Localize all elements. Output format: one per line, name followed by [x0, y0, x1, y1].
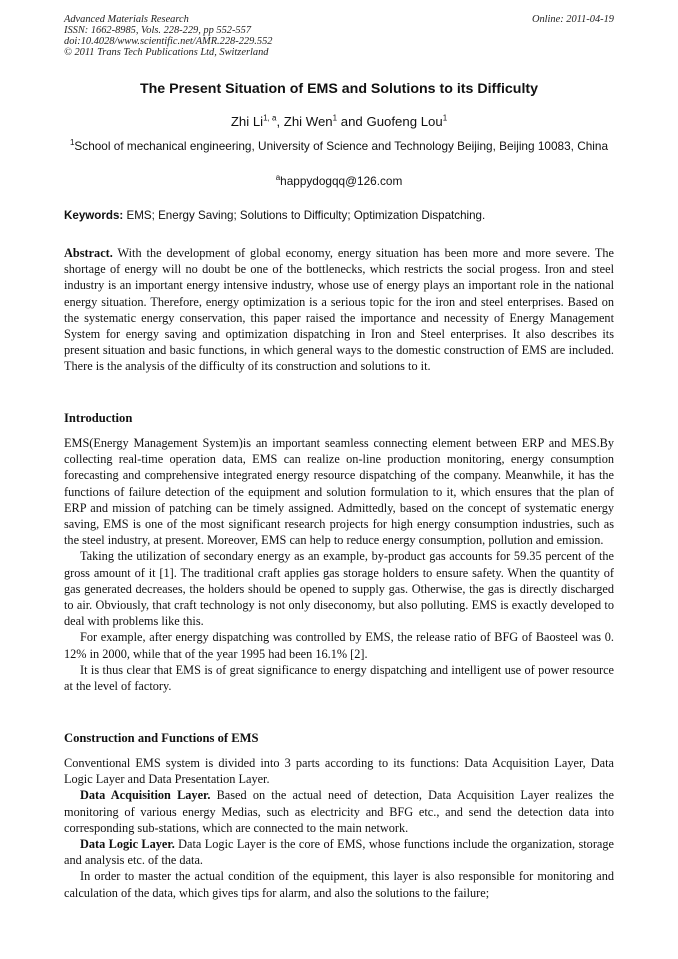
paragraph: Taking the utilization of secondary energy as an example, by-product gas accounts for 59.35 percent of the gross amount of it [1]. The traditional craft applies gas storage holders to ensure safety. When the quantity of gas generated decreases, the holders should be opened to supply gas. Otherwise, the gas is directly discharged to air. Obviously, that craft technology is not only diseconomy, but also polluting. EMS is exactly developed to deal with problems like this.: [64, 549, 614, 629]
paragraph: [64, 787, 614, 836]
introduction-heading: Introduction: [64, 411, 133, 425]
issn-line: ISSN: 1662-8985, Vols. 228-229, pp 552-557: [64, 25, 252, 36]
keywords-text: EMS; Energy Saving; Solutions to Difficulty; Optimization Dispatching.: [123, 209, 486, 222]
author-separator: ,: [276, 114, 284, 129]
paper-title: The Present Situation of EMS and Solutions to its Difficulty: [139, 81, 539, 97]
doi-line: doi:10.4028/www.scientific.net/AMR.228-229.552: [64, 36, 273, 47]
paragraph: EMS(Energy Management System)is an important seamless connecting element between ERP and MES.By collecting real-time operation data, EMS can realize on-line production monitoring, energy consumption forecasting and comprehensive integrated energy resource dispatching of the company. Meanwhile, it has the functions of failure detection of the equipment and solution formulation to it, which ensures that the plan of ERP and mission of patching can be timely assigned. Admittedly, based on the concept of systematic energy saving, EMS is one of the most significant research projects for high energy consumption industries, such as the steel industry, at present. Moreover, EMS can help to reduce energy consumption, pollution and emission.: [64, 436, 614, 548]
introduction-section: [64, 435, 614, 694]
keywords-label: Keywords:: [64, 209, 124, 222]
online-date: Online: 2011-04-19: [531, 14, 614, 25]
author-name: Zhi Wen: [283, 114, 333, 129]
paragraph: Conventional EMS system is divided into 3 parts according to its functions: Data Acquisition Layer, Data Logic Layer and Data Presentation Layer.: [64, 756, 614, 787]
paragraph-text: Data Logic Layer is the core of EMS, whose functions include the organization, storage and analysis etc. of the data.: [64, 837, 614, 868]
paragraph: For example, after energy dispatching was controlled by EMS, the release ratio of BFG of Baosteel was 0. 12% in 2000, while that of the year 1995 had been 16.1% [2].: [64, 630, 614, 661]
abstract-label: Abstract.: [64, 246, 113, 260]
affiliation-sup: 1: [69, 138, 75, 148]
contact-email: [40, 174, 638, 188]
paragraph-text: Based on the actual need of detection, Data Acquisition Layer realizes the monitoring of various energy Medias, such as electricity and BFG etc., and send the detection data into corresponding sub-stations, which are connected to the main network.: [64, 788, 614, 835]
affiliation-text: School of mechanical engineering, University of Science and Technology Beijing, Beijing 10083, China: [74, 139, 609, 153]
author-name: Guofeng Lou: [366, 114, 443, 129]
author-sup: 1: [442, 113, 448, 123]
keywords: [64, 209, 624, 222]
journal-name: Advanced Materials Research: [64, 14, 189, 25]
author-list: [40, 114, 638, 129]
author-separator: and: [337, 114, 367, 129]
run-in-heading: Data Acquisition Layer.: [80, 788, 211, 803]
paragraph: In order to master the actual condition of the equipment, this layer is also responsible for monitoring and calculation of the data, which gives tips for alarm, and also the solutions to the failure;: [64, 869, 614, 900]
author-sup: 1: [332, 113, 338, 123]
construction-heading: Construction and Functions of EMS: [64, 731, 259, 745]
affiliation: [64, 138, 614, 154]
paragraph: [64, 836, 614, 868]
construction-section: [64, 755, 614, 901]
email-sup: a: [275, 173, 281, 183]
email-text: happydogqq@126.com: [280, 174, 403, 188]
author-name: Zhi Li: [230, 114, 264, 129]
paragraph: It is thus clear that EMS is of great significance to energy dispatching and intelligent use of power resource at the level of factory.: [64, 662, 614, 694]
copyright-line: © 2011 Trans Tech Publications Ltd, Switzerland: [64, 47, 269, 58]
run-in-heading: Data Logic Layer.: [80, 837, 175, 852]
journal-header: [64, 14, 272, 58]
author-sup: 1, a: [263, 113, 277, 123]
abstract-text: With the development of global economy, energy situation has been more and more severe. The shortage of energy will no doubt be one of the bottlenecks, which restricts the social progess. Iron and steel industry is an important energy intensive industry, whose use of energy plays an important role in the national energy situation. Therefore, energy optimization is a serious topic for the iron and steel enterprises. Based on the systematic energy conservation, this paper raised the importance and necessity of Energy Management System for energy saving and optimization dispatching in Iron and Steel enterprises. It also describes its present situation and basic functions, in which general ways to the domestic construction of EMS are included. There is the analysis of the difficulty of its construction and solutions to it.: [64, 246, 614, 374]
abstract: [64, 245, 614, 375]
